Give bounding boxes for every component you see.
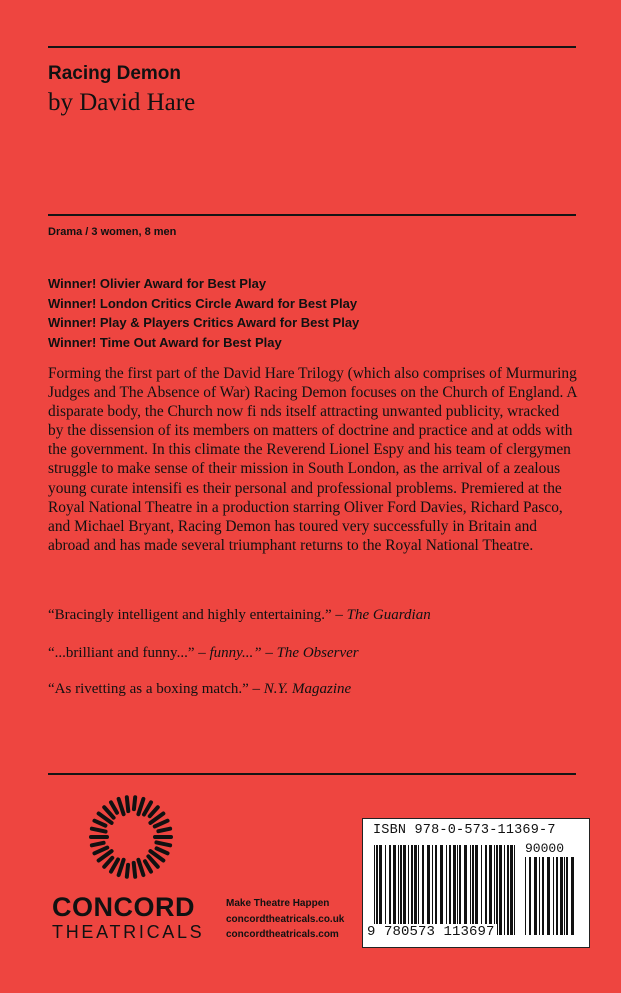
barcode-bar bbox=[485, 845, 487, 935]
addon-bars bbox=[525, 857, 577, 935]
barcode-bar bbox=[564, 857, 565, 935]
barcode-bar bbox=[481, 845, 482, 935]
barcode-bar bbox=[389, 845, 391, 935]
sunburst-ray bbox=[134, 863, 135, 877]
barcode-bar bbox=[403, 845, 406, 935]
sunburst-ray bbox=[127, 865, 128, 877]
quote-text: “Bracingly intelligent and highly entertaining.” bbox=[48, 607, 332, 623]
barcode-bar bbox=[539, 857, 540, 935]
sunburst-ray bbox=[145, 861, 151, 871]
barcode-bar bbox=[376, 845, 378, 935]
barcode-bar bbox=[499, 845, 502, 935]
website-com-link[interactable]: concordtheatricals.com bbox=[226, 929, 339, 940]
awards-list bbox=[48, 274, 359, 352]
barcode-bar bbox=[446, 845, 447, 935]
quote-source: The Guardian bbox=[346, 607, 431, 623]
barcode-bar bbox=[514, 845, 515, 935]
barcode-bar bbox=[459, 845, 461, 935]
blurb-paragraph: Forming the first part of the David Hare Trilogy (which also comprises of Murmuring Judges and The Absence of War) Racing Demon focuses on the Church of England. A disparate body, the Church now fi nds itself attracting unwanted publicity, wracked by the dissension of its members on matters of doctrine and practice and at odds with the government. In this climate the Reverend Lionel Espy and his team of clergymen struggle to make sense of their mission in South London, as the arrival of a zealous young curate intensifi es their personal and professional problems. Premiered at the Royal National Theatre in a production starring Oliver Ford Davies, Richard Pasco, and Michael Bryant, Racing Demon has toured very successfully in Britain and abroad and has made several triumphant returns to the Royal National Theatre. bbox=[48, 365, 577, 554]
barcode-bar bbox=[529, 857, 531, 935]
sunburst-ray bbox=[156, 842, 170, 845]
quote-sep: – bbox=[248, 681, 264, 697]
quote-sep: – bbox=[331, 607, 347, 623]
barcode-bar bbox=[507, 845, 509, 935]
award-item: Winner! Play & Players Critics Award for Best Play bbox=[48, 315, 360, 330]
barcode-bar bbox=[494, 845, 495, 935]
sunburst-ray bbox=[150, 807, 158, 816]
review-quote bbox=[48, 681, 351, 698]
addon-digits: 90000 bbox=[525, 841, 565, 856]
barcode-bar bbox=[414, 845, 417, 935]
publisher-contact bbox=[226, 896, 344, 943]
quote-source: N.Y. Magazine bbox=[263, 681, 352, 697]
website-uk-link[interactable]: concordtheatricals.co.uk bbox=[226, 913, 345, 925]
sunburst-ray bbox=[138, 799, 143, 814]
barcode-bar bbox=[534, 857, 537, 935]
barcode-bar bbox=[385, 845, 386, 935]
barcode-bar bbox=[393, 845, 396, 935]
review-quote bbox=[48, 645, 359, 662]
barcode-bar bbox=[464, 845, 467, 935]
barcode-bar bbox=[418, 845, 419, 935]
sunburst-ray bbox=[158, 829, 170, 831]
sunburst-ray bbox=[119, 860, 124, 875]
barcode-bar bbox=[496, 845, 498, 935]
publisher-name: CONCORD bbox=[52, 892, 195, 922]
isbn-label: ISBN 978-0-573-11369-7 bbox=[373, 823, 556, 838]
top-rule bbox=[48, 46, 576, 48]
sunburst-ray bbox=[138, 860, 143, 875]
barcode-bar bbox=[571, 857, 574, 935]
sunburst-ray bbox=[144, 802, 151, 814]
sunburst-ray bbox=[92, 843, 104, 845]
award-item: Winner! Time Out Award for Best Play bbox=[48, 334, 282, 350]
ean-digits: 9 780573 113697 bbox=[367, 924, 495, 940]
barcode-bar bbox=[472, 845, 474, 935]
book-author: by David Hare bbox=[48, 89, 196, 116]
publisher-subname: THEATRICALS bbox=[52, 922, 205, 942]
barcode-bar bbox=[422, 845, 424, 935]
book-title: Racing Demon bbox=[48, 63, 182, 84]
quote-source: funny...” – The Observer bbox=[209, 645, 359, 661]
barcode-bar bbox=[556, 857, 558, 935]
barcode-bar bbox=[427, 845, 430, 935]
sunburst-ray bbox=[111, 860, 118, 872]
sunburst-ray bbox=[94, 848, 107, 854]
bottom-rule bbox=[48, 773, 576, 775]
quote-text: “...brilliant and funny...” bbox=[48, 645, 195, 661]
barcode-bar bbox=[408, 845, 409, 935]
sunburst-ray bbox=[157, 848, 168, 853]
sunburst-ray bbox=[119, 799, 124, 814]
barcode-bar bbox=[489, 845, 492, 935]
sunburst-ray bbox=[92, 829, 106, 832]
barcode-bar bbox=[553, 857, 554, 935]
sunburst-ring-icon bbox=[89, 795, 173, 879]
barcode-bar bbox=[453, 845, 456, 935]
barcode-bar bbox=[398, 845, 399, 935]
award-item: Winner! London Critics Circle Award for Best Play bbox=[48, 295, 358, 311]
sunburst-ray bbox=[127, 797, 128, 811]
barcode-bar bbox=[457, 845, 458, 935]
quote-text: “As rivetting as a boxing match.” bbox=[48, 681, 249, 697]
barcode-bar bbox=[547, 857, 550, 935]
barcode-bar bbox=[542, 857, 544, 935]
barcode-bar bbox=[411, 845, 413, 935]
ean-bars bbox=[374, 845, 520, 935]
barcode-bar bbox=[470, 845, 471, 935]
barcode-bar bbox=[475, 845, 478, 935]
quote-sep: – bbox=[194, 645, 210, 661]
isbn-barcode bbox=[362, 818, 590, 948]
barcode-bar bbox=[400, 845, 402, 935]
sunburst-ray bbox=[111, 802, 117, 812]
barcode-bar bbox=[435, 845, 437, 935]
barcode-bar bbox=[560, 857, 563, 935]
barcode-bar bbox=[525, 857, 526, 935]
genre-cast: Drama / 3 women, 8 men bbox=[48, 226, 177, 238]
barcode-bar bbox=[449, 845, 451, 935]
barcode-bar bbox=[440, 845, 443, 935]
sunburst-ray bbox=[94, 821, 105, 826]
middle-rule bbox=[48, 214, 576, 216]
barcode-bar bbox=[504, 845, 505, 935]
sunburst-ray bbox=[155, 821, 168, 827]
tagline: Make Theatre Happen bbox=[226, 898, 330, 909]
sunburst-ray bbox=[134, 797, 135, 809]
barcode-bar bbox=[374, 845, 375, 935]
barcode-bar bbox=[566, 857, 568, 935]
award-item: Winner! Olivier Award for Best Play bbox=[48, 276, 267, 291]
sunburst-ray bbox=[104, 858, 112, 867]
review-quote bbox=[48, 607, 431, 624]
barcode-bar bbox=[510, 845, 513, 935]
barcode-bar bbox=[379, 845, 382, 935]
barcode-bar bbox=[432, 845, 433, 935]
